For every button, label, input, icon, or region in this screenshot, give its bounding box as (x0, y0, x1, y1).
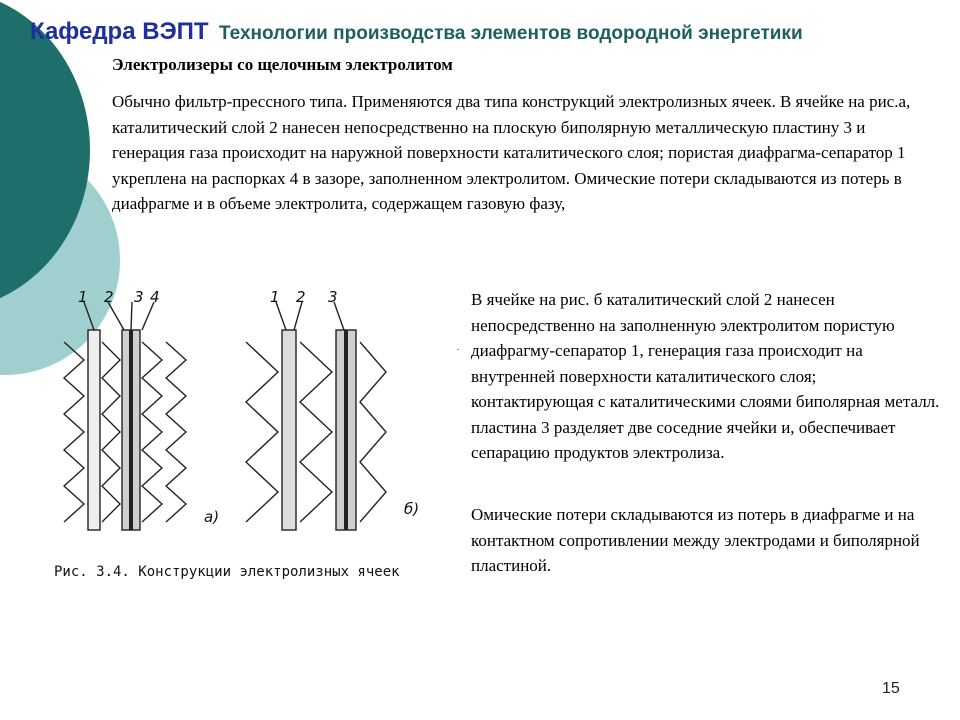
fig-a-sublabel: а) (204, 508, 220, 526)
slide-header (30, 18, 803, 46)
fig-b-label-2: 2 (296, 288, 306, 306)
stray-dot: · (456, 342, 460, 356)
fig-b-sublabel: б) (404, 500, 420, 518)
figure-b-drawing (246, 302, 386, 530)
page-number: 15 (882, 680, 900, 697)
slide-subtitle: Электролизеры со щелочным электролитом (112, 55, 453, 74)
figure-caption: Рис. 3.4. Конструкции электролизных ячеек (54, 564, 400, 580)
fig-a-label-2: 2 (104, 288, 114, 306)
body-paragraph-2: В ячейке на рис. б каталитический слой 2 нанесен непосредственно на заполненную электролитом пористую диафрагму-сепаратор 1, генерация газа происходит на внутренней поверхности каталитического слоя; контактирующая с каталитическими слоями биполярная металл. пластина 3 разделяет две соседние ячейки и, обеспечивает сепарацию продуктов электролиза. (471, 290, 940, 462)
fig-a-label-4: 4 (150, 288, 160, 306)
body-paragraph-1: Обычно фильтр-прессного типа. Применяются два типа конструкций электролизных ячеек. В ячейке на рис.а, каталитический слой 2 нанесен непосредственно на плоскую биполярную металлическую пластину 3 и генерация газа происходит на наружной поверхности каталитического слоя; пористая диафрагма-сепаратор 1 укреплена на распорках 4 в зазоре, заполненном электролитом. Омические потери складываются из потерь в диафрагме и в объеме электролита, содержащем газовую фазу, (112, 92, 911, 213)
course-title: Технологии производства элементов водородной энергетики (219, 23, 803, 44)
fig-b-label-1: 1 (270, 288, 280, 306)
body-paragraph-3: Омические потери складываются из потерь в диафрагме и на контактном сопротивлении между электродами и биполярной пластиной. (471, 505, 920, 575)
fig-b-label-3: 3 (328, 288, 338, 306)
department-title: Кафедра ВЭПТ (30, 18, 209, 45)
fig-a-label-3: 3 (134, 288, 144, 306)
fig-a-label-1: 1 (78, 288, 88, 306)
electrolyzer-cells-figure (50, 282, 450, 592)
figure-a-drawing (64, 302, 186, 530)
